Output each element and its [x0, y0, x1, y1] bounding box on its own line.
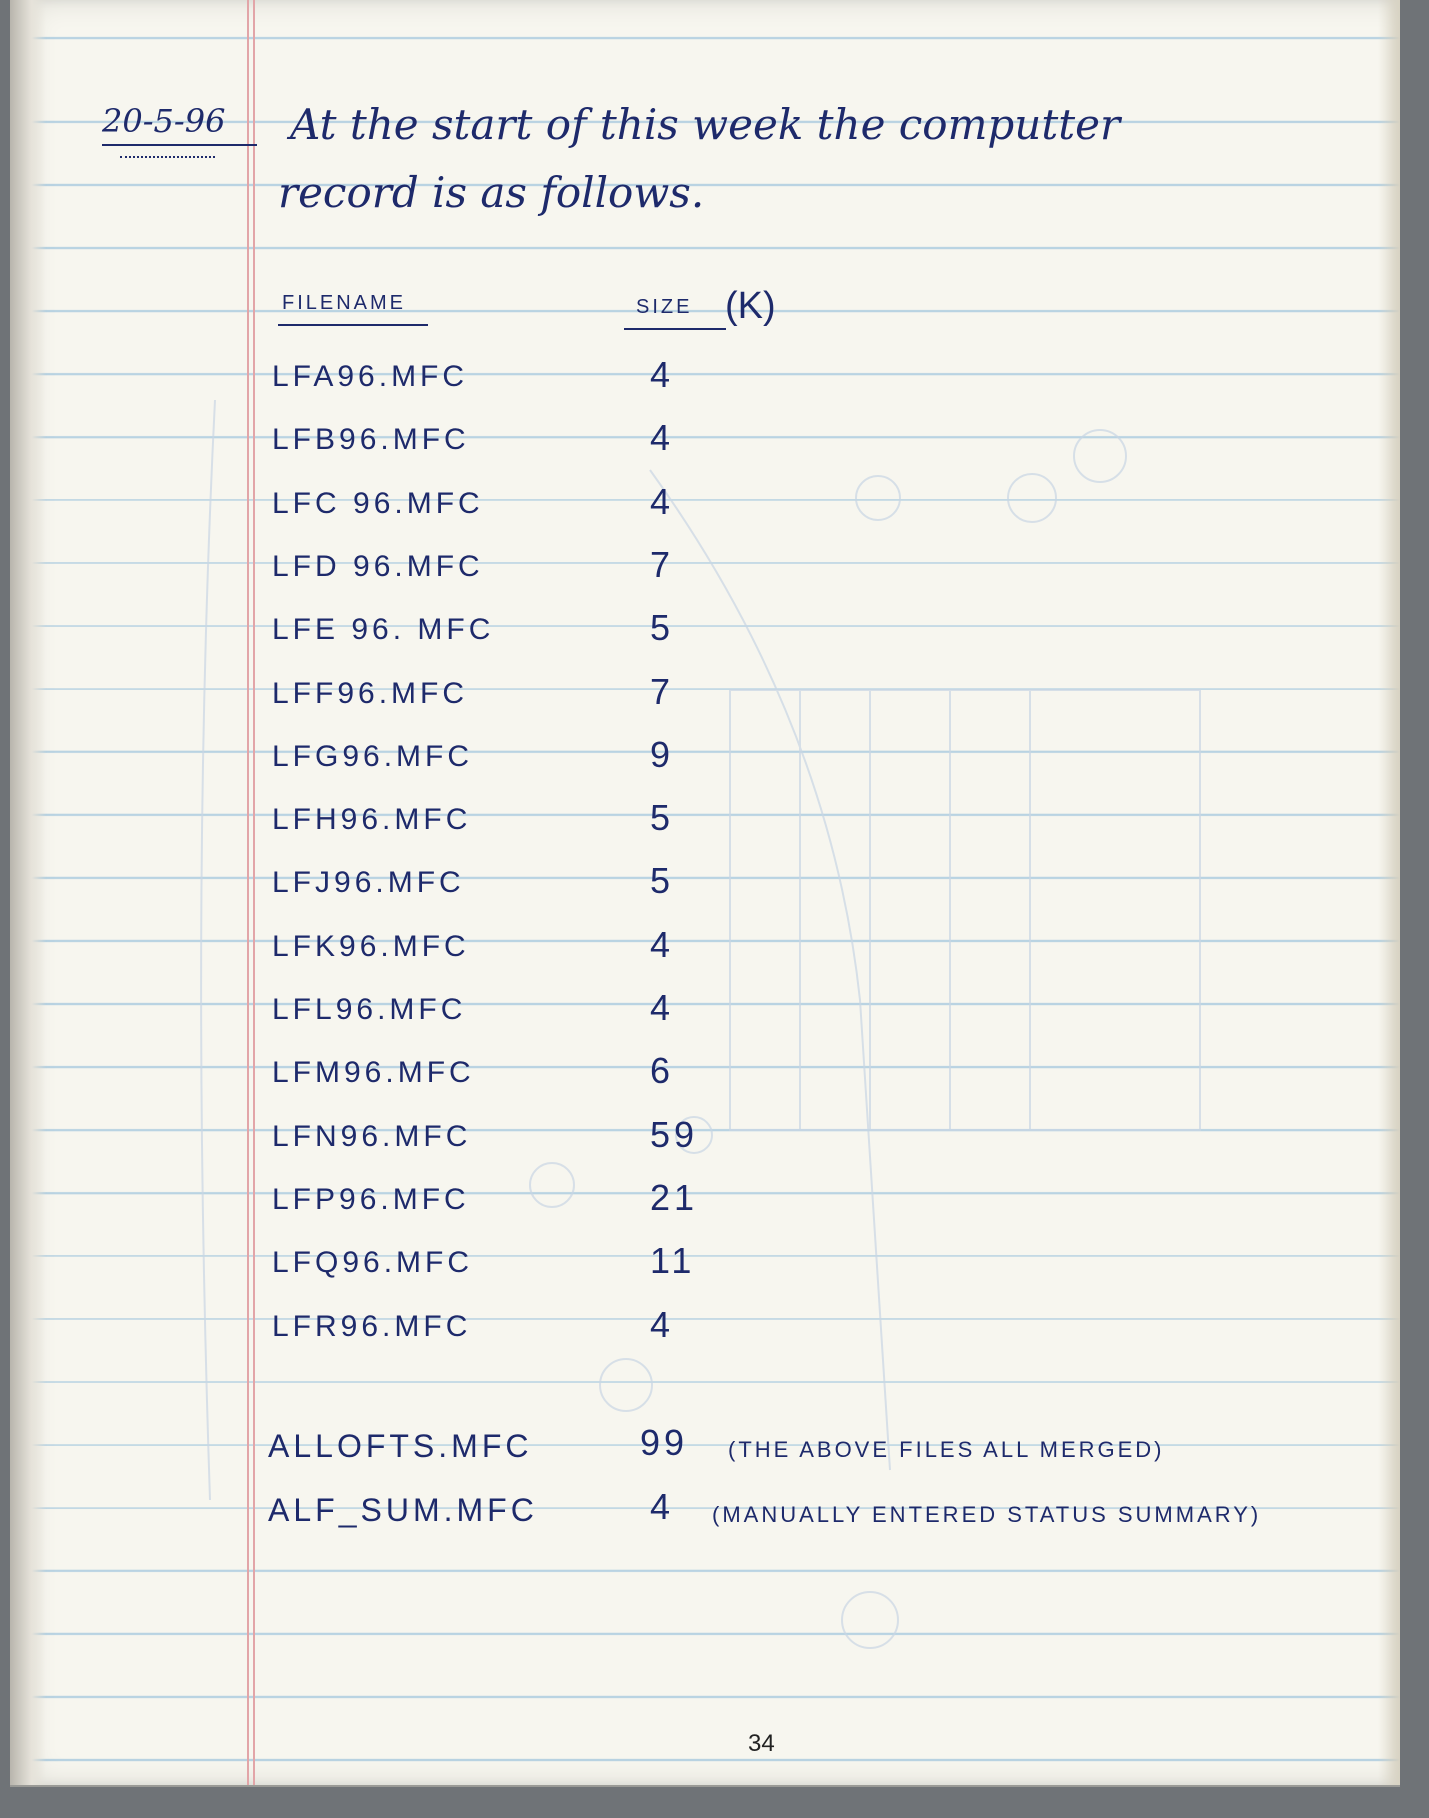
date-underline — [102, 144, 257, 146]
file-name: LFR96.MFC — [272, 1310, 472, 1343]
file-size: 5 — [650, 797, 675, 838]
file-size: 4 — [650, 987, 675, 1028]
column-header-unit: (K) — [725, 285, 776, 327]
file-size: 5 — [650, 607, 675, 648]
summary-size: 4 — [650, 1486, 675, 1527]
file-name: LFM96.MFC — [272, 1056, 475, 1089]
file-name: LFD 96.MFC — [272, 550, 484, 583]
file-name: LFG96.MFC — [272, 740, 474, 773]
notebook-page — [10, 0, 1400, 1787]
file-size: 4 — [650, 1304, 675, 1345]
file-size: 4 — [650, 354, 675, 395]
file-size: 4 — [650, 481, 675, 522]
file-size: 4 — [650, 417, 675, 458]
file-size: 59 — [650, 1114, 699, 1155]
file-size: 21 — [650, 1177, 699, 1218]
file-name: LFH96.MFC — [272, 803, 472, 836]
file-name: LFK96.MFC — [272, 930, 470, 963]
summary-size: 99 — [640, 1422, 689, 1463]
file-name: LFE 96. MFC — [272, 613, 495, 646]
file-size: 5 — [650, 860, 675, 901]
file-name: LFQ96.MFC — [272, 1246, 474, 1279]
file-name: LFJ96.MFC — [272, 866, 465, 899]
file-size: 7 — [650, 671, 675, 712]
file-name: LFL96.MFC — [272, 993, 467, 1026]
file-name: LFP96.MFC — [272, 1183, 470, 1216]
file-name: LFN96.MFC — [272, 1120, 472, 1153]
summary-note: (THE ABOVE FILES ALL MERGED) — [728, 1437, 1165, 1462]
date-squiggle — [120, 150, 215, 158]
file-size: 9 — [650, 734, 675, 775]
file-name: LFB96.MFC — [272, 423, 470, 456]
file-size: 6 — [650, 1050, 675, 1091]
summary-note: (MANUALLY ENTERED STATUS SUMMARY) — [712, 1502, 1262, 1527]
column-header-filename: FILENAME — [282, 292, 407, 314]
file-size: 11 — [650, 1240, 696, 1281]
summary-filename: ALF_SUM.MFC — [268, 1492, 538, 1528]
entry-text-line-2: record is as follows. — [278, 168, 705, 217]
entry-date: 20-5-96 — [102, 102, 226, 140]
column-header-size: SIZE — [636, 296, 693, 318]
entry-text-line-1: At the start of this week the computter — [290, 100, 1121, 149]
header-underline — [278, 324, 428, 326]
page-number: 34 — [748, 1730, 775, 1757]
file-size: 7 — [650, 544, 675, 585]
file-name: LFA96.MFC — [272, 360, 469, 393]
file-size: 4 — [650, 924, 675, 965]
header-underline — [624, 328, 726, 330]
file-name: LFC 96.MFC — [272, 487, 484, 520]
summary-filename: ALLOFTS.MFC — [268, 1428, 533, 1464]
file-name: LFF96.MFC — [272, 677, 469, 710]
